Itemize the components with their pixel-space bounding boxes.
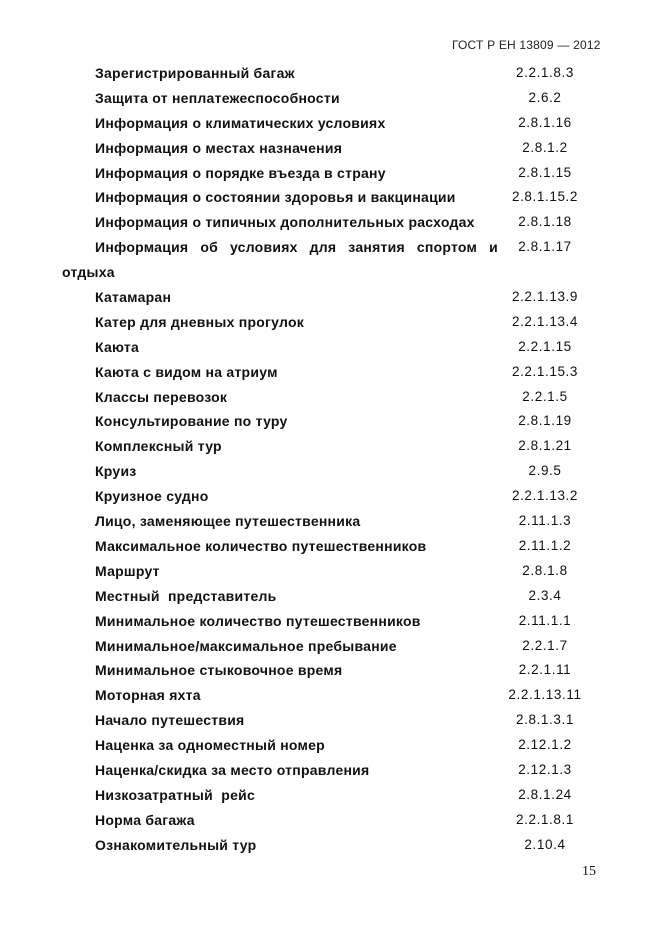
entry-ref: 2.10.4 [524,836,566,852]
entry-ref: 2.8.1.21 [518,438,572,454]
index-entry [0,285,661,310]
index-entry [0,185,661,210]
entry-ref: 2.3.4 [528,587,562,603]
index-entry [0,459,661,484]
index-entry [0,534,661,559]
standard-header: ГОСТ Р ЕН 13809 — 2012 [452,38,601,52]
entry-ref: 2.2.1.8.3 [516,65,574,80]
index-entry [0,584,661,609]
index-entry [0,658,661,683]
entry-term: Консультирование по туру [95,413,288,430]
entry-term: Катамаран [95,289,172,306]
index-entry [0,484,661,509]
entry-ref: 2.8.1.16 [518,114,572,130]
entry-term: Низкозатратный рейс [95,786,256,803]
index-entry [0,733,661,758]
index-entry [0,111,661,136]
entry-term: Норма багажа [95,811,195,828]
entry-ref: 2.2.1.7 [522,637,568,653]
index-entry [0,609,661,634]
entry-ref: 2.8.1.3.1 [516,712,574,728]
entry-ref: 2.11.1.1 [518,612,572,628]
index-entry [0,409,661,434]
entry-term: Минимальное количество путешественников [95,612,421,629]
entry-ref: 2.2.1.15.3 [511,363,579,379]
entry-ref: 2.8.1.18 [518,214,572,230]
index-entry [0,61,661,86]
entry-term: Катер для дневных прогулок [95,313,305,330]
index-entry [0,161,661,186]
index-entry [0,783,661,808]
entry-ref: 2.2.1.11 [518,662,572,678]
index-entry [0,385,661,410]
entry-ref: 2.2.1.13.2 [511,488,579,504]
entry-term: Классы перевозок [95,388,228,405]
entry-ref: 2.8.1.15.2 [511,189,579,205]
entry-term: Информация о состоянии здоровья и вакцинации [95,189,456,206]
index-entry [0,210,661,235]
entry-term: Защита от неплатежеспособности [95,89,340,106]
entry-ref: 2.8.1.2 [522,139,568,155]
index-entry [0,434,661,459]
entry-term: Наценка/скидка за место отправления [95,761,370,778]
entry-term: Каюта [95,338,140,355]
entry-term: Минимальное стыковочное время [95,662,343,679]
entry-ref: 2.2.1.15 [518,338,572,354]
entry-term: Информация о климатических условиях [95,114,386,131]
entry-ref: 2.8.1.8 [522,562,568,578]
index-entry [0,683,661,708]
index-entry [0,86,661,111]
entry-ref: 2.2.1.8.1 [516,811,574,827]
index-entry [0,335,661,360]
entry-term: Лицо, заменяющее путешественника [95,513,361,530]
index-entry [0,360,661,385]
index-entry [0,136,661,161]
index-entry [0,758,661,783]
entry-term-line1: Информация об условиях для занятия спортом и [95,239,498,256]
entry-ref: 2.11.1.3 [518,513,572,529]
entry-term: Круизное судно [95,488,209,505]
entry-ref: 2.2.1.13.4 [511,313,579,329]
entry-ref: 2.2.1.13.11 [508,687,582,703]
entry-term: Информация о местах назначения [95,139,343,156]
entry-ref: 2.8.1.19 [518,413,572,429]
entry-term-line2: отдыха [62,264,115,281]
page-number: 15 [582,864,596,879]
entry-term: Информация о порядке въезда в страну [95,164,386,181]
entry-ref: 2.9.5 [528,463,562,479]
index-entry [0,509,661,534]
entry-term: Ознакомительный тур [95,836,257,853]
entry-ref: 2.6.2 [528,89,562,105]
index-entry-wrapped [0,235,661,285]
entry-term: Начало путешествия [95,712,245,729]
entry-term: Каюта с видом на атриум [95,363,278,380]
entry-ref: 2.11.1.2 [518,537,572,553]
index-entry [0,310,661,335]
index-entry [0,808,661,833]
index-entry [0,559,661,584]
entry-ref: 2.8.1.24 [518,786,572,802]
entry-term: Зарегистрированный багаж [95,65,295,81]
entry-term: Максимальное количество путешественников [95,537,427,554]
term-index-list [0,61,661,858]
entry-term: Маршрут [95,562,160,579]
entry-term: Информация о типичных дополнительных расходах [95,214,475,231]
entry-ref: 2.12.1.2 [518,737,572,753]
entry-ref: 2.8.1.17 [518,239,572,255]
entry-ref: 2.12.1.3 [518,761,572,777]
index-entry [0,708,661,733]
index-entry [0,833,661,858]
entry-ref: 2.8.1.15 [518,164,572,180]
entry-term: Круиз [95,463,137,480]
entry-ref: 2.2.1.5 [522,388,568,404]
entry-term: Местный представитель [95,587,277,604]
entry-ref: 2.2.1.13.9 [511,289,579,305]
entry-term: Комплексный тур [95,438,222,455]
entry-term: Минимальное/максимальное пребывание [95,637,397,654]
entry-term: Наценка за одноместный номер [95,737,325,754]
entry-term: Моторная яхта [95,687,201,704]
index-entry [0,634,661,659]
